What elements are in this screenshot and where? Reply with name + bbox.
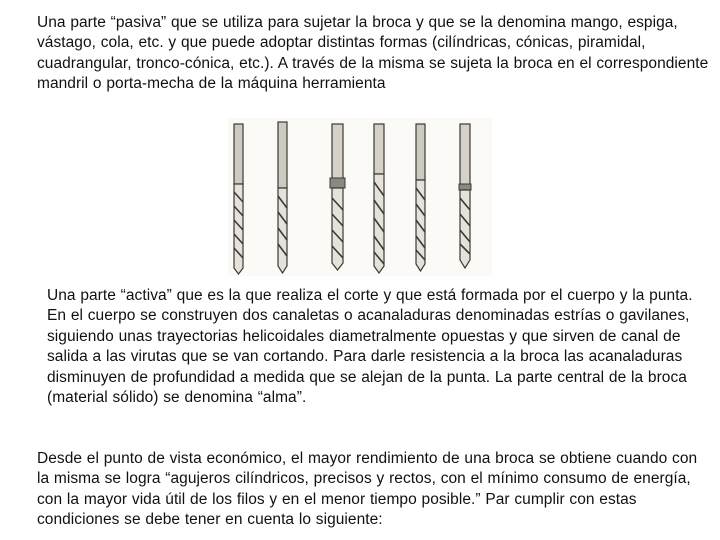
- paragraph-economic: Desde el punto de vista económico, el mayor rendimiento de una broca se obtiene cuando con la misma se logra “agujeros cilíndricos, precisos y rectos, con el mínimo consumo de energía, con la mayor vida útil de los filos y en el menor tiempo posible.” Par cumplir con estas condiciones se debe tener en cuenta lo siguiente:: [37, 450, 698, 529]
- drill-bits-illustration: [228, 118, 492, 276]
- paragraph-passive-part: Una parte “pasiva” que se utiliza para sujetar la broca y que se la denomina mango, espiga, vástago, cola, etc. y que puede adoptar distintas formas (cilíndricas, cónicas, piramidal, cuadrangular, tronco-cónica, etc.). A través de la misma se sujeta la broca en el correspondiente mandril o porta-mecha de la máquina herramienta: [37, 14, 709, 93]
- drill-bit-icon: [374, 124, 384, 273]
- drill-bit-icon: [330, 124, 345, 270]
- drill-bit-icon: [416, 124, 425, 271]
- drill-bit-icon: [234, 124, 243, 274]
- drill-bit-icon: [459, 124, 471, 268]
- drill-bit-icon: [278, 122, 287, 273]
- paragraph-active-part: Una parte “activa” que es la que realiza el corte y que está formada por el cuerpo y la punta. En el cuerpo se construyen dos canaletas o acanaladuras denominadas estrías o gavilanes, siguiendo unas trayectorias helicoidales diametralmente opuestas y que sirven de canal de salida a las virutas que se van cortando. Para darle resistencia a la broca las acanaladuras disminuyen de profundidad a medida que se alejan de la punta. La parte central de la broca (material sólido) se denomina “alma”.: [47, 287, 693, 407]
- drill-bits-drawing: [228, 118, 492, 276]
